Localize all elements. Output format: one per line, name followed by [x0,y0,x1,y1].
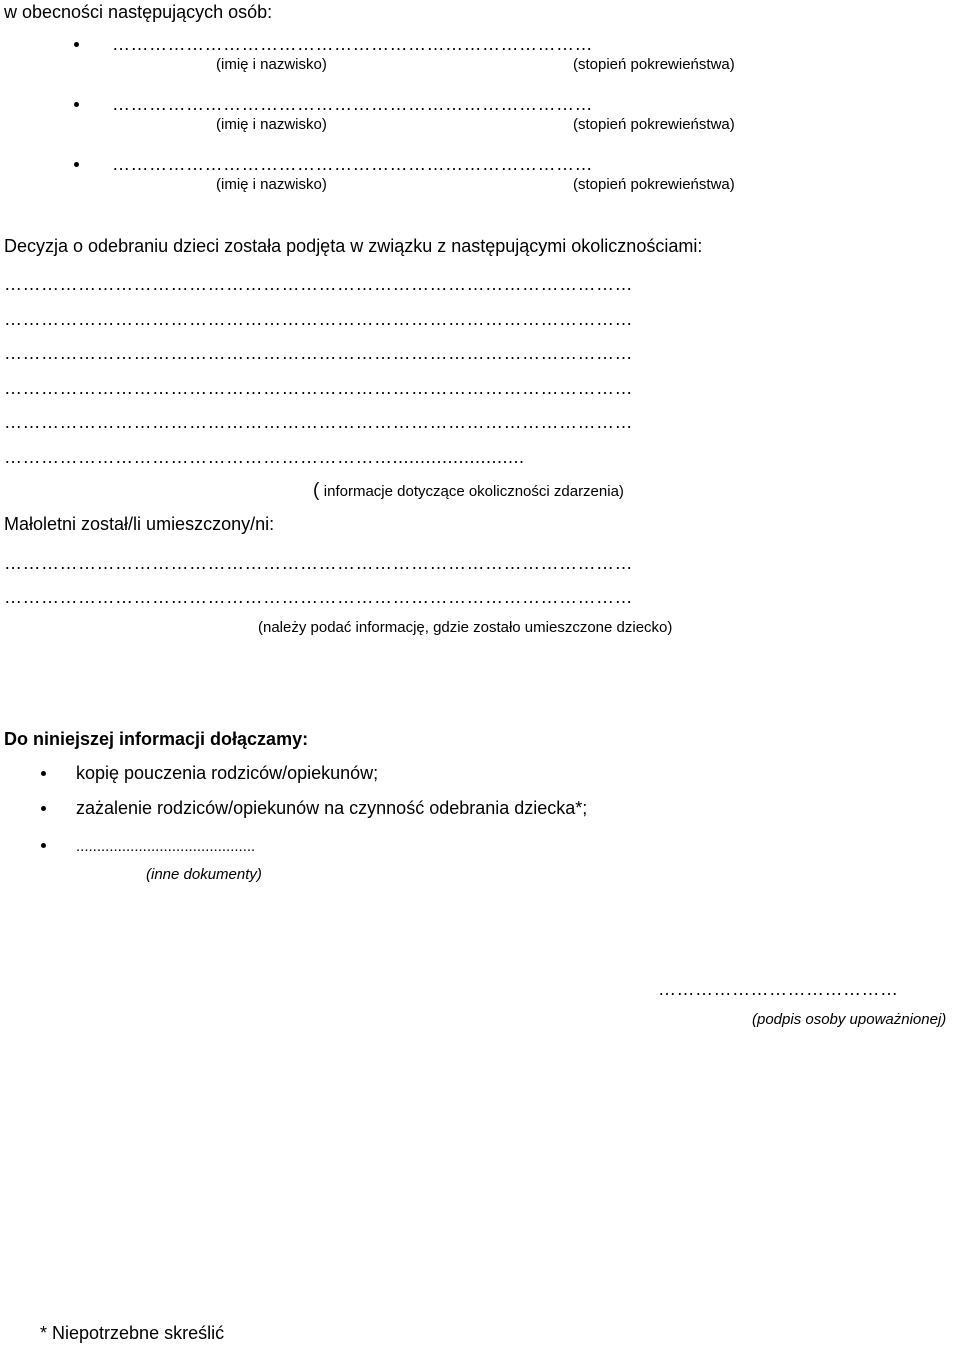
bullet-icon [41,843,46,848]
person-dots-line: …………………………………………………………………… [112,94,593,114]
attachment-dots: ........................................... [76,838,256,855]
person-relation-label: (stopień pokrewieństwa) [573,116,735,133]
circumstance-line: ………………………………………………………………………………………… [4,309,633,329]
attachment-label: zażalenie rodziców/opiekunów na czynność odebrania dziecka*; [76,798,588,818]
footnote: * Niepotrzebne skreślić [40,1323,225,1343]
placement-caption: (należy podać informację, gdzie zostało umieszczone dziecko) [258,619,673,636]
person-relation-label: (stopień pokrewieństwa) [573,56,735,73]
person-dots-line: …………………………………………………………………… [112,154,593,174]
circumstance-line: ………………………………………………………………………………………… [4,343,633,363]
intro-text: w obecności następujących osób: [4,2,273,22]
circumstance-line: ………………………………………………………………………………………… [4,274,633,294]
caption-paren: ( [313,480,320,501]
signature-dots: ………………………………… [658,979,899,999]
placement-heading: Małoletni został/li umieszczony/ni: [4,514,275,534]
circumstance-line: ………………………………………………………………………………………… [4,378,633,398]
placement-line: ………………………………………………………………………………………… [4,553,633,573]
bullet-icon [74,102,79,107]
attachment-label: kopię pouczenia rodziców/opiekunów; [76,763,379,783]
bullet-icon [41,806,46,811]
other-docs-caption: (inne dokumenty) [146,866,262,883]
person-dots-line: …………………………………………………………………… [112,34,593,54]
decision-heading: Decyzja o odebraniu dzieci została podjęta w związku z następującymi okolicznościami: [4,236,703,256]
placement-line: ………………………………………………………………………………………… [4,587,633,607]
circumstance-caption [313,480,624,502]
person-relation-label: (stopień pokrewieństwa) [573,176,735,193]
person-name-label: (imię i nazwisko) [216,56,327,73]
person-name-label: (imię i nazwisko) [216,176,327,193]
bullet-icon [74,162,79,167]
circumstance-line: ………………………………………………………………………………………… [4,412,633,432]
bullet-icon [74,42,79,47]
bullet-icon [41,771,46,776]
signature-caption: (podpis osoby upoważnionej) [752,1011,947,1028]
person-name-label: (imię i nazwisko) [216,116,327,133]
attachments-heading: Do niniejszej informacji dołączamy: [4,729,309,749]
circumstance-line: ………………………………………………………........................ [4,447,525,467]
caption-text: informacje dotyczące okoliczności zdarzenia) [323,483,624,500]
